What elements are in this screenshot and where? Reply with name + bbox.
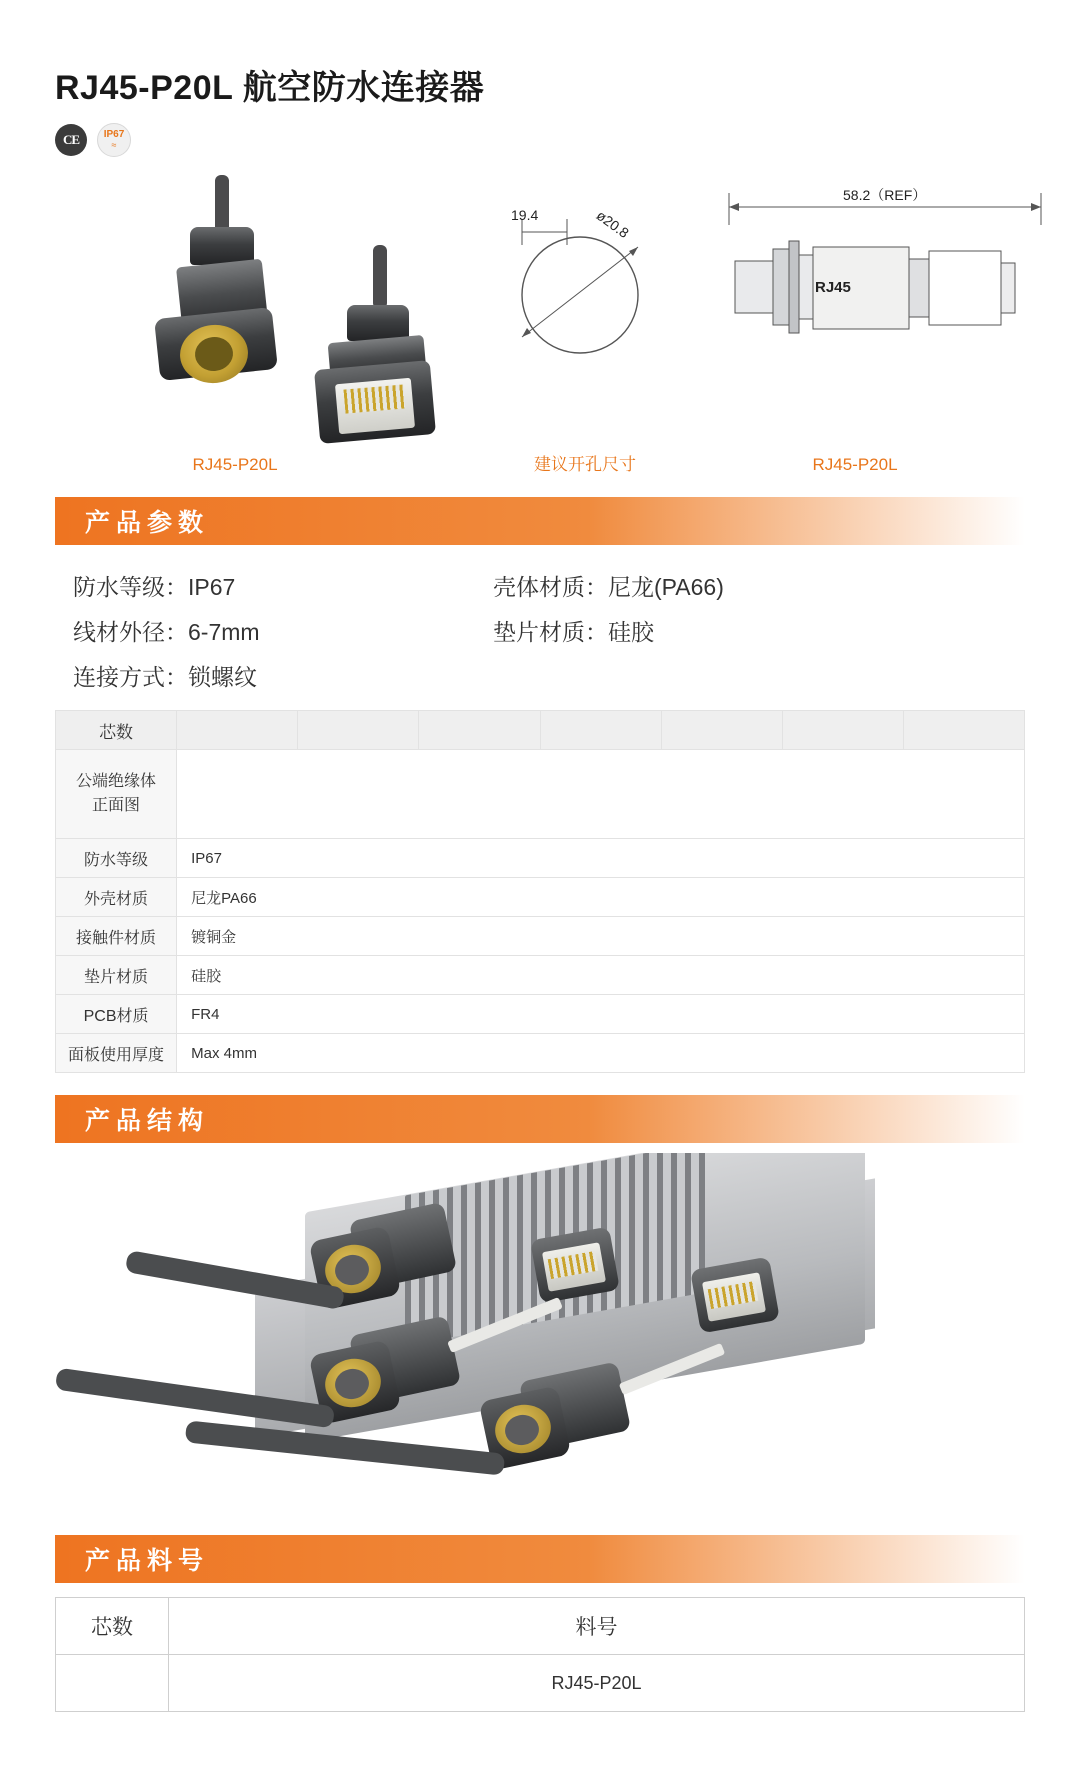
param-value: 硅胶 [608,619,654,645]
spec-value-pcb: FR4 [177,995,1025,1034]
section-header-structure [55,1095,1025,1143]
hole-dimension-drawing [495,185,695,385]
param-label: 防水等级： [73,574,188,600]
rj45-jack-face [335,378,415,434]
loose-connector-2 [525,1371,625,1441]
table-row-header [56,1598,1025,1655]
spec-header-blank-1 [177,711,298,750]
mounted-connector-2 [535,1233,615,1297]
water-wave-icon: ≈ [111,140,117,150]
spec-header-blank-3 [419,711,540,750]
spec-header-blank-4 [540,711,661,750]
table-row [56,839,1025,878]
hole-diameter-label: ø20.8 [593,207,632,241]
spec-label-shell: 外壳材质 [56,878,177,917]
structure-illustration [55,1153,1025,1513]
table-row [56,917,1025,956]
spec-label-contact: 接触件材质 [56,917,177,956]
param-value: 锁螺纹 [188,664,257,690]
side-view-svg [715,185,1055,375]
cable-gland-b [347,305,409,341]
side-view-drawing [715,185,1055,385]
total-length-label: 58.2（REF） [843,187,927,203]
pn-cell-cores [56,1655,169,1712]
spec-label-line2: 正面图 [92,797,141,814]
ce-badge-label: CE [62,132,80,147]
table-row [56,956,1025,995]
hole-width-label: 19.4 [511,207,539,223]
ce-icon [55,124,87,156]
section-title-params: 产品参数 [85,509,210,537]
param-value: IP67 [188,574,236,600]
cable-b [373,245,387,309]
mounted-connector-3 [695,1263,775,1327]
section-title-structure: 产品结构 [85,1107,210,1135]
section-title-partnumber: 产品料号 [85,1547,210,1575]
section-header-partnumber [55,1535,1025,1583]
mounted-connector-1 [355,1211,451,1281]
caption-middle: 建议开孔尺寸 [534,455,636,474]
certification-badges [55,123,1025,157]
pn-header-cores: 芯数 [56,1598,169,1655]
param-label: 垫片材质： [493,619,608,645]
pn-header-partnumber: 料号 [169,1598,1025,1655]
pn-cell-partnumber: RJ45-P20L [169,1655,1025,1712]
spec-label-insulator [56,750,177,839]
spec-header-cores: 芯数 [56,711,177,750]
spec-label-panel-thickness: 面板使用厚度 [56,1034,177,1073]
loose-connector-1 [355,1325,455,1395]
part-number-table [55,1597,1025,1712]
spec-value-waterproof: IP67 [177,839,1025,878]
cable-a [215,175,229,235]
spec-header-blank-5 [661,711,782,750]
table-row [56,1034,1025,1073]
hero-image-row [55,165,1025,475]
spec-header-blank-6 [782,711,903,750]
ip67-icon [97,123,131,157]
table-row [56,878,1025,917]
spec-label-pcb: PCB材质 [56,995,177,1034]
param-waterproof [73,569,493,602]
page-title: RJ45-P20L 航空防水连接器 [55,69,485,107]
table-row [56,750,1025,839]
spec-label-line1: 公端绝缘体 [76,773,157,790]
table-row [56,995,1025,1034]
specification-table [55,710,1025,1073]
spec-value-panel-thickness: Max 4mm [177,1034,1025,1073]
caption-left: RJ45-P20L [192,455,278,474]
ip67-badge-label: IP67 [103,129,125,140]
param-label: 线材外径： [73,619,188,645]
param-label: 连接方式： [73,664,188,690]
spec-value-contact: 镀铜金 [177,917,1025,956]
section-header-params [55,497,1025,545]
spec-value-gasket: 硅胶 [177,956,1025,995]
section-accent-bar [55,497,69,545]
caption-right: RJ45-P20L [812,455,898,474]
rj45-body-mark: RJ45 [815,279,851,296]
param-cable-od [73,614,493,647]
spec-label-waterproof: 防水等级 [56,839,177,878]
param-connection [73,659,493,692]
param-gasket [493,614,1025,647]
section-accent-bar [55,1535,69,1583]
params-grid [55,545,1025,710]
cable-gland-a [190,227,254,265]
spec-value-shell: 尼龙PA66 [177,878,1025,917]
table-row [56,1655,1025,1712]
spec-value-insulator [177,750,1025,839]
product-photo-group [95,175,425,415]
table-row-header [56,711,1025,750]
spec-header-blank-7 [903,711,1024,750]
param-value: 6-7mm [188,619,260,645]
param-value: 尼龙(PA66) [608,574,724,600]
section-accent-bar [55,1095,69,1143]
param-label: 壳体材质： [493,574,608,600]
param-spacer [493,659,1025,692]
param-housing [493,569,1025,602]
spec-header-blank-2 [298,711,419,750]
spec-label-gasket: 垫片材质 [56,956,177,995]
